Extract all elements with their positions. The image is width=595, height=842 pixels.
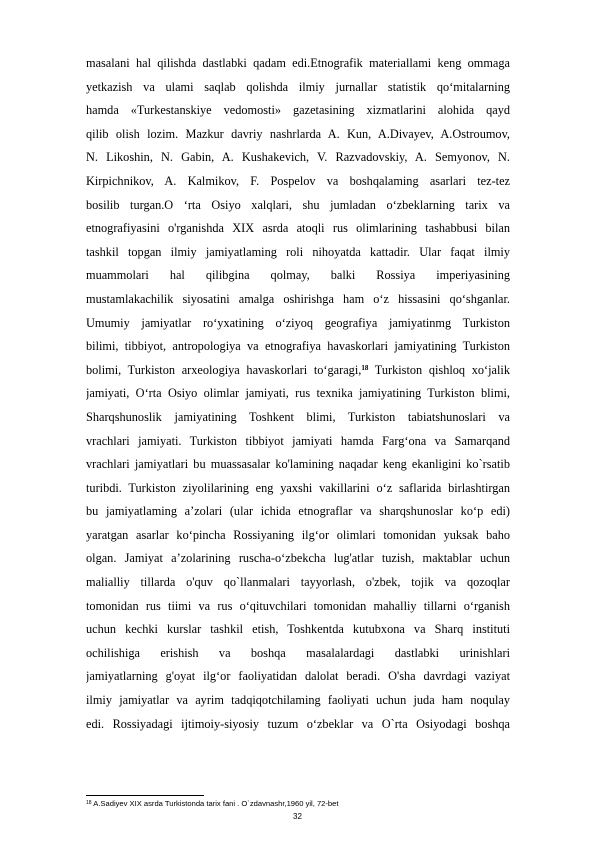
text-line: qilib olish lozim. Mazkur davriy nashrlarda A. Kun, A.Divayev, A.Ostroumov, bbox=[86, 126, 510, 141]
footnote-divider bbox=[86, 795, 204, 796]
text-line: bu jamiyatlaming a’zolari (ular ichida etnograflar va sharqshunoslar ko‘p edi) bbox=[86, 504, 510, 519]
text-segment: Turkiston qishloq xo‘jalik bbox=[368, 362, 510, 377]
text-line-with-footnote-ref bbox=[86, 359, 510, 383]
text-line: hamda «Turkestanskiye vedomosti» gazetasining xizmatlarini alohida qayd bbox=[86, 103, 510, 118]
text-line: etnografiyasini o'rganishda XIX asrda atoqli rus olimlarining tashabbusi bilan bbox=[86, 221, 510, 236]
footnote-reference[interactable]: 18 bbox=[361, 363, 369, 372]
page-number: 32 bbox=[293, 812, 302, 821]
text-line: ochilishiga erishish va boshqa masalalardagi dastlabki urinishlari bbox=[86, 645, 510, 660]
footnote-marker: 18 bbox=[86, 800, 92, 806]
footnote-text: A.Sadiyev XIX asrda Turkistonda tarix fani . O`zdavnashr,1960 yil, 72-bet bbox=[91, 799, 339, 808]
footnote bbox=[86, 799, 510, 809]
text-line: jamiyati, O‘rta Osiyo olimlar jamiyati, rus texnika jamiyatining Turkiston blimi, bbox=[86, 386, 510, 401]
text-line: vrachlari jamiyatlari bu muassasalar ko'lamining naqadar keng ekanligini ko`rsatib bbox=[86, 457, 510, 472]
text-line: jamiyatlarning g'oyat ilg‘or faoliyatidan dalolat beradi. O'sha davrdagi vaziyat bbox=[86, 669, 510, 684]
text-line: tomonidan rus tiimi va rus o‘qituvchilari tomonidan mahalliy tillarni o‘rganish bbox=[86, 598, 510, 613]
text-segment: bolimi, Turkiston arxeologiya havaskorlari to‘garagi, bbox=[86, 362, 362, 377]
text-line: muammolari hal qilibgina qolmay, balki Rossiya imperiyasining bbox=[86, 268, 510, 283]
text-line: tashkil topgan ilmiy jamiyatlaming roli nihoyatda kattadir. Ular faqat ilmiy bbox=[86, 244, 510, 259]
text-line: Sharqshunoslik jamiyatining Toshkent blimi, Turkiston tabiatshunoslari va bbox=[86, 409, 510, 424]
text-line: mustamlakachilik siyosatini amalga oshirishga ham o‘z hissasini qo‘shganlar. bbox=[86, 291, 510, 306]
text-line: Kirpichnikov, A. Kalmikov, F. Pospelov va boshqalaming asarlari tez-tez bbox=[86, 173, 510, 188]
body-text bbox=[86, 52, 510, 736]
text-line: ilmiy jamiyatlar va ayrim tadqiqotchilaming faoliyati uchun juda ham noqulay bbox=[86, 693, 510, 708]
text-line: uchun kechki kurslar tashkil etish, Toshkentda kutubxona va Sharq instituti bbox=[86, 622, 510, 637]
text-line: Umumiy jamiyatlar ro‘yxatining o‘ziyoq geografiya jamiyatinmg Turkiston bbox=[86, 315, 510, 330]
text-line: olgan. Jamiyat a’zolarining ruscha-o‘zbekcha lug'atlar tuzish, maktablar uchun bbox=[86, 551, 510, 566]
text-line: yetkazish va ulami saqlab qolishda ilmiy jurnallar statistik qo‘mitalarning bbox=[86, 79, 510, 94]
text-line: vrachlari jamiyati. Turkiston tibbiyot jamiyati hamda Farg‘ona va Samarqand bbox=[86, 433, 510, 448]
text-line: malialliy tillarda o'quv qo`llanmalari tayyorlash, o'zbek, tojik va qozoqlar bbox=[86, 575, 510, 590]
text-line: edi. Rossiyadagi ijtimoiy-siyosiy tuzum o‘zbeklar va O`rta Osiyodagi boshqa bbox=[86, 716, 510, 731]
text-line: turibdi. Turkiston ziyolilarining eng yaxshi vakillarini o‘z saflarida birlashtirgan bbox=[86, 480, 510, 495]
text-line: N. Likoshin, N. Gabin, A. Kushakevich, V. Razvadovskiy, A. Semyonov, N. bbox=[86, 150, 510, 165]
text-line: bilimi, tibbiyot, antropologiya va etnografiya havaskorlari jamiyatining Turkiston bbox=[86, 339, 510, 354]
text-line: yaratgan asarlar ko‘pincha Rossiyaning ilg‘or olimlari tomonidan yuksak baho bbox=[86, 527, 510, 542]
text-line: masalani hal qilishda dastlabki qadam edi.Etnografik materiallami keng ommaga bbox=[86, 56, 510, 70]
text-line: bosilib turgan.O ‘rta Osiyo xalqlari, shu jumladan o‘zbeklarning tarix va bbox=[86, 197, 510, 212]
